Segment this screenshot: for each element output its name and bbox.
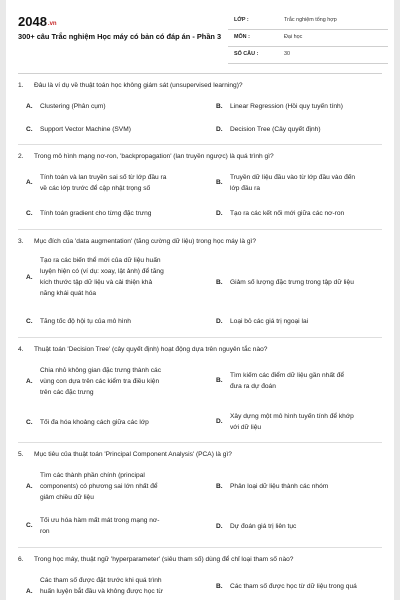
option-b[interactable] — [216, 277, 382, 288]
question-label: Thuật toán 'Decision Tree' (cây quyết định) hoạt động dựa trên nguyên tắc nào? — [34, 346, 268, 353]
option-letter: B. — [216, 103, 223, 110]
option-letter: A. — [26, 588, 33, 595]
logo-text: 2048 — [18, 14, 47, 29]
option-d[interactable] — [216, 316, 382, 327]
option-text-line: lớp đầu ra — [230, 185, 260, 192]
meta-value: Trắc nghiệm tổng hợp — [284, 17, 337, 23]
option-text-line: Tạo ra các biến thể mới của dữ liệu huấn — [40, 257, 161, 264]
question-divider — [18, 337, 382, 338]
option-letter: C. — [26, 318, 33, 325]
header-divider — [18, 73, 382, 74]
option-text-line: giảm chiều dữ liệu — [40, 494, 94, 501]
meta-row-count — [228, 47, 388, 64]
option-letter: B. — [216, 483, 223, 490]
question-number: 4. — [18, 346, 24, 353]
question-number: 3. — [18, 238, 24, 245]
option-d[interactable] — [216, 208, 382, 219]
option-text-line: Các tham số được đặt trước khi quá trình — [40, 577, 162, 584]
question-1 — [18, 81, 382, 133]
option-letter: D. — [216, 210, 223, 217]
option-c[interactable] — [26, 124, 194, 135]
option-text-line: đưa ra dự đoán — [230, 383, 276, 390]
question-label: Mục tiêu của thuật toán 'Principal Component Analysis' (PCA) là gì? — [34, 451, 232, 458]
option-letter: A. — [26, 483, 33, 490]
option-text-line: Tìm các thành phần chính (principal — [40, 472, 145, 479]
option-letter: C. — [26, 126, 33, 133]
option-letter: C. — [26, 419, 33, 426]
question-text — [18, 237, 382, 246]
option-letter: D. — [216, 318, 223, 325]
option-a[interactable] — [26, 255, 206, 299]
option-text-line: Tìm kiếm các điểm dữ liệu gần nhất để — [230, 372, 344, 379]
question-divider — [18, 442, 382, 443]
question-divider — [18, 547, 382, 548]
meta-row-class — [228, 13, 388, 30]
option-letter: A. — [26, 274, 33, 281]
option-text-line: về các lớp trước để cập nhật trọng số — [40, 185, 151, 192]
question-label: Trong mô hình mạng nơ-ron, 'backpropagation' (lan truyền ngược) là quá trình gì? — [34, 153, 274, 160]
question-2 — [18, 152, 382, 217]
meta-row-subject — [228, 30, 388, 47]
option-text: Linear Regression (Hồi quy tuyến tính) — [230, 103, 343, 110]
question-number: 1. — [18, 82, 24, 89]
option-letter: D. — [216, 418, 223, 425]
option-text: Support Vector Machine (SVM) — [40, 126, 131, 133]
question-divider — [18, 144, 382, 145]
meta-key: MÔN : — [234, 34, 250, 40]
option-a[interactable] — [26, 365, 206, 398]
question-text — [18, 152, 382, 161]
option-letter: A. — [26, 103, 33, 110]
option-letter: B. — [216, 179, 223, 186]
option-text-line: Tính toán và lan truyền sai số từ lớp đầu ra — [40, 174, 167, 181]
option-text-line: kích thước tập dữ liệu và cải thiện khả — [40, 279, 153, 286]
option-text: Tạo ra các kết nối mới giữa các nơ-ron — [230, 210, 345, 217]
option-d[interactable] — [216, 124, 382, 135]
option-b[interactable] — [216, 581, 382, 592]
option-letter: B. — [216, 583, 223, 590]
option-a[interactable] — [26, 101, 194, 112]
option-letter: C. — [26, 210, 33, 217]
option-text: Dự đoán giá trị liên tục — [230, 523, 297, 530]
question-5 — [18, 450, 382, 535]
option-letter: D. — [216, 523, 223, 530]
option-b[interactable] — [216, 172, 382, 194]
option-text-line: Tối ưu hóa hàm mất mát trong mạng nơ- — [40, 517, 160, 524]
question-number: 5. — [18, 451, 24, 458]
document-page — [6, 0, 394, 600]
option-a[interactable] — [26, 470, 206, 503]
option-letter: B. — [216, 279, 223, 286]
option-letter: A. — [26, 378, 33, 385]
option-b[interactable] — [216, 101, 382, 112]
question-text — [18, 555, 382, 564]
option-text: Tăng tốc độ hội tụ của mô hình — [40, 318, 131, 325]
option-c[interactable] — [26, 316, 206, 327]
question-label: Trong học máy, thuật ngữ 'hyperparameter' (siêu tham số) dùng để chỉ loại tham số nào? — [34, 556, 294, 563]
option-text: Các tham số được học từ dữ liệu trong quá — [230, 583, 357, 590]
meta-value: 30 — [284, 51, 290, 57]
option-text-line: Chia nhỏ không gian đặc trưng thành các — [40, 367, 161, 374]
option-text-line: components) có phương sai lớn nhất để — [40, 483, 158, 490]
option-text: Giảm số lượng đặc trưng trong tập dữ liệu — [230, 279, 354, 286]
option-text-line: Truyền dữ liệu đầu vào từ lớp đầu vào đến — [230, 174, 356, 181]
document-title: 300+ câu Trắc nghiệm Học máy có bản có đáp án - Phần 3 — [18, 32, 222, 41]
meta-value: Đại học — [284, 34, 303, 40]
option-b[interactable] — [216, 370, 382, 392]
option-text-line: Xây dựng một mô hình tuyến tính để khớp — [230, 413, 354, 420]
option-text-line: trên các đặc trưng — [40, 389, 94, 396]
option-letter: A. — [26, 179, 33, 186]
option-d[interactable] — [216, 521, 382, 532]
meta-table — [228, 13, 388, 64]
question-6 — [18, 555, 382, 595]
question-3 — [18, 237, 382, 325]
meta-key: SỐ CÂU : — [234, 51, 259, 57]
question-divider — [18, 229, 382, 230]
option-a[interactable] — [26, 575, 206, 597]
question-number: 6. — [18, 556, 24, 563]
option-text-line: ron — [40, 528, 50, 535]
option-c[interactable] — [26, 208, 206, 219]
question-4 — [18, 345, 382, 431]
option-letter: D. — [216, 126, 223, 133]
option-d[interactable] — [216, 411, 382, 433]
option-a[interactable] — [26, 172, 206, 194]
option-text-line: luyện hiện có (ví dụ: xoay, lật ảnh) để tăng — [40, 268, 164, 275]
logo-suffix: .vn — [47, 21, 57, 27]
option-letter: B. — [216, 377, 223, 384]
option-text-line: huấn luyện bắt đầu và không được học từ — [40, 588, 163, 595]
option-text-line: năng khái quát hóa — [40, 290, 97, 297]
option-text: Decision Tree (Cây quyết định) — [230, 126, 321, 133]
site-logo[interactable] — [18, 14, 57, 29]
option-b[interactable] — [216, 481, 382, 492]
option-text-line: vùng con dựa trên các kiểm tra điều kiện — [40, 378, 160, 385]
option-text: Clustering (Phân cụm) — [40, 103, 106, 110]
question-text — [18, 450, 382, 459]
option-text: Tối đa hóa khoảng cách giữa các lớp — [40, 419, 149, 426]
meta-key: LỚP : — [234, 17, 249, 23]
question-label: Đâu là ví dụ về thuật toán học không giám sát (unsupervised learning)? — [34, 82, 243, 89]
question-text — [18, 345, 382, 354]
option-c[interactable] — [26, 417, 206, 428]
option-text: Phân loại dữ liệu thành các nhóm — [230, 483, 329, 490]
option-c[interactable] — [26, 515, 206, 537]
option-text: Tính toán gradient cho từng đặc trưng — [40, 210, 152, 217]
question-text — [18, 81, 382, 90]
question-label: Mục đích của 'data augmentation' (tăng cường dữ liệu) trong học máy là gì? — [34, 238, 257, 245]
question-number: 2. — [18, 153, 24, 160]
option-text: Loại bỏ các giá trị ngoại lai — [230, 318, 309, 325]
option-text-line: với dữ liệu — [230, 424, 262, 431]
option-letter: C. — [26, 522, 33, 529]
document-header — [6, 0, 394, 70]
